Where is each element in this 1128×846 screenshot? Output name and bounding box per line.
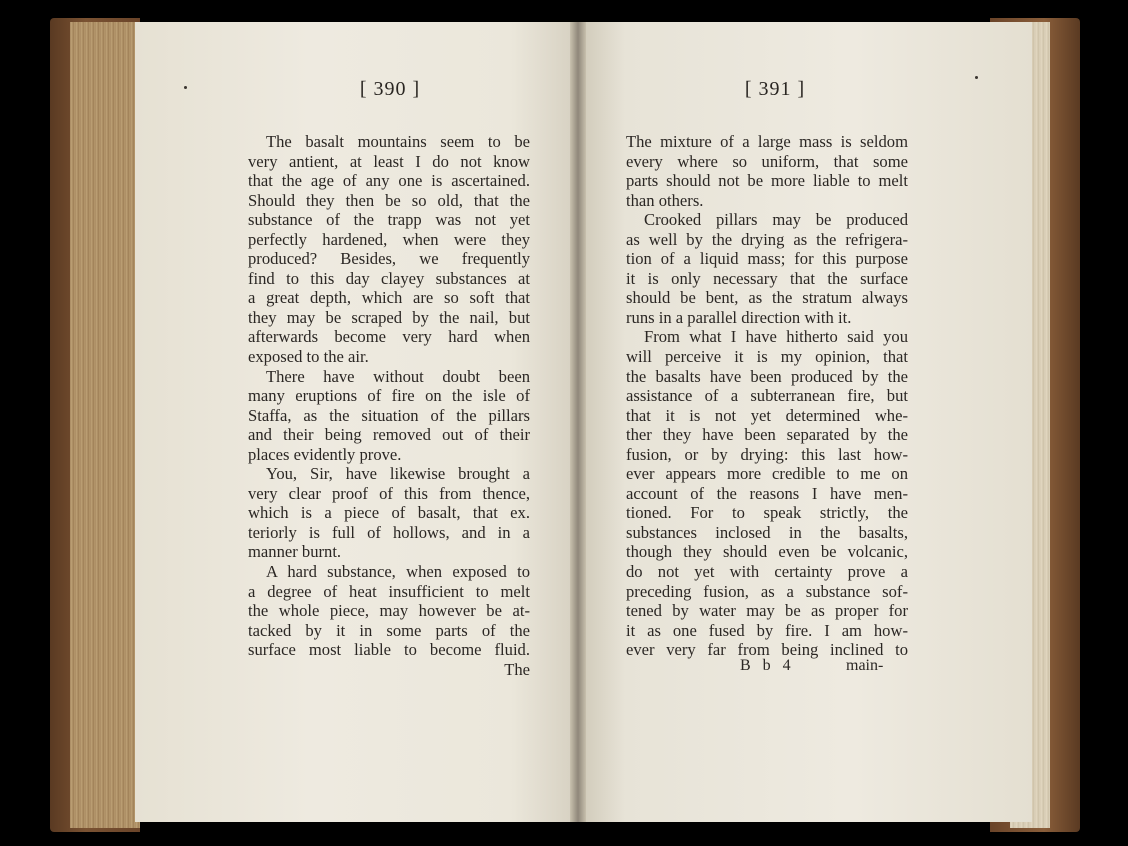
catchword: main- [846, 657, 884, 674]
text-line: produced? Besides, we frequently [248, 249, 530, 269]
text-line: a great depth, which are so soft that [248, 288, 530, 308]
text-line: they may be scraped by the nail, but [248, 307, 530, 327]
text-line: You, Sir, have likewise brought a [266, 464, 530, 484]
text-line: fusion, or by drying: this last how- [626, 444, 908, 464]
text-line: afterwards become very hard when [248, 327, 530, 347]
text-line: ever very far from being inclined to [626, 640, 908, 660]
text-line: though they should even be volcanic, [626, 542, 908, 562]
text-line: teriorly is full of hollows, and in a [248, 522, 530, 542]
text-line: a degree of heat insufficient to melt [248, 581, 530, 601]
text-line: exposed to the air. [248, 347, 369, 367]
text-line: many eruptions of fire on the isle of [248, 386, 530, 406]
text-line: and their being removed out of their [248, 425, 530, 445]
book-gutter [570, 22, 586, 822]
text-line: From what I have hitherto said you [644, 327, 908, 347]
text-line: it is only necessary that the surface [626, 268, 908, 288]
text-line: the basalts have been produced by the [626, 366, 908, 386]
left-page-text [248, 132, 530, 679]
paper-speck [975, 76, 978, 79]
right-page-number: [ 391 ] [744, 78, 806, 100]
text-line: than others. [626, 190, 704, 210]
text-line: find to this day clayey substances at [248, 268, 530, 288]
text-line: The [504, 659, 530, 679]
text-line: tioned. For to speak strictly, the [626, 503, 908, 523]
text-line: should be bent, as the stratum always [626, 288, 908, 308]
text-line: A hard substance, when exposed to [266, 562, 530, 582]
text-line: as well by the drying as the refrigera- [626, 229, 908, 249]
text-line: it as one fused by fire. I am how- [626, 620, 908, 640]
text-line: surface most liable to become fluid. [248, 640, 530, 660]
text-line: runs in a parallel direction with it. [626, 307, 852, 327]
text-line: The mixture of a large mass is seldom [626, 132, 908, 151]
text-line: parts should not be more liable to melt [626, 171, 908, 191]
paper-speck [184, 86, 187, 89]
text-line: ever appears more credible to me on [626, 464, 908, 484]
left-page-number: [ 390 ] [359, 78, 421, 100]
text-line: Crooked pillars may be produced [644, 210, 908, 230]
text-line: Should they then be so old, that the [248, 190, 530, 210]
text-line: places evidently prove. [248, 444, 402, 464]
text-line: every where so uniform, that some [626, 151, 908, 171]
signature-mark: B b 4 [740, 657, 795, 674]
text-line: very clear proof of this from thence, [248, 483, 530, 503]
text-line: which is a piece of basalt, that ex. [248, 503, 530, 523]
text-line: The basalt mountains seem to be [266, 132, 530, 151]
text-line: ther they have been separated by the [626, 425, 908, 445]
text-line: There have without doubt been [266, 366, 530, 386]
text-line: that the age of any one is ascertained. [248, 171, 530, 191]
text-line: substance of the trapp was not yet [248, 210, 530, 230]
text-line: tion of a liquid mass; for this purpose [626, 249, 908, 269]
text-line: perfectly hardened, when were they [248, 229, 530, 249]
text-line: very antient, at least I do not know [248, 151, 530, 171]
text-line: Staffa, as the situation of the pillars [248, 405, 530, 425]
text-line: account of the reasons I have men- [626, 483, 908, 503]
text-line: preceding fusion, as a substance sof- [626, 581, 908, 601]
text-line: will perceive it is my opinion, that [626, 347, 908, 367]
text-line: substances inclosed in the basalts, [626, 522, 908, 542]
left-page-edges [70, 22, 140, 828]
text-line: assistance of a subterranean fire, but [626, 386, 908, 406]
text-line: tened by water may be as proper for [626, 601, 908, 621]
text-line: that it is not yet determined whe- [626, 405, 908, 425]
text-line: do not yet with certainty prove a [626, 562, 908, 582]
right-page-text [626, 132, 908, 660]
text-line: manner burnt. [248, 542, 342, 562]
text-line: the whole piece, may however be at- [248, 601, 530, 621]
text-line: tacked by it in some parts of the [248, 620, 530, 640]
